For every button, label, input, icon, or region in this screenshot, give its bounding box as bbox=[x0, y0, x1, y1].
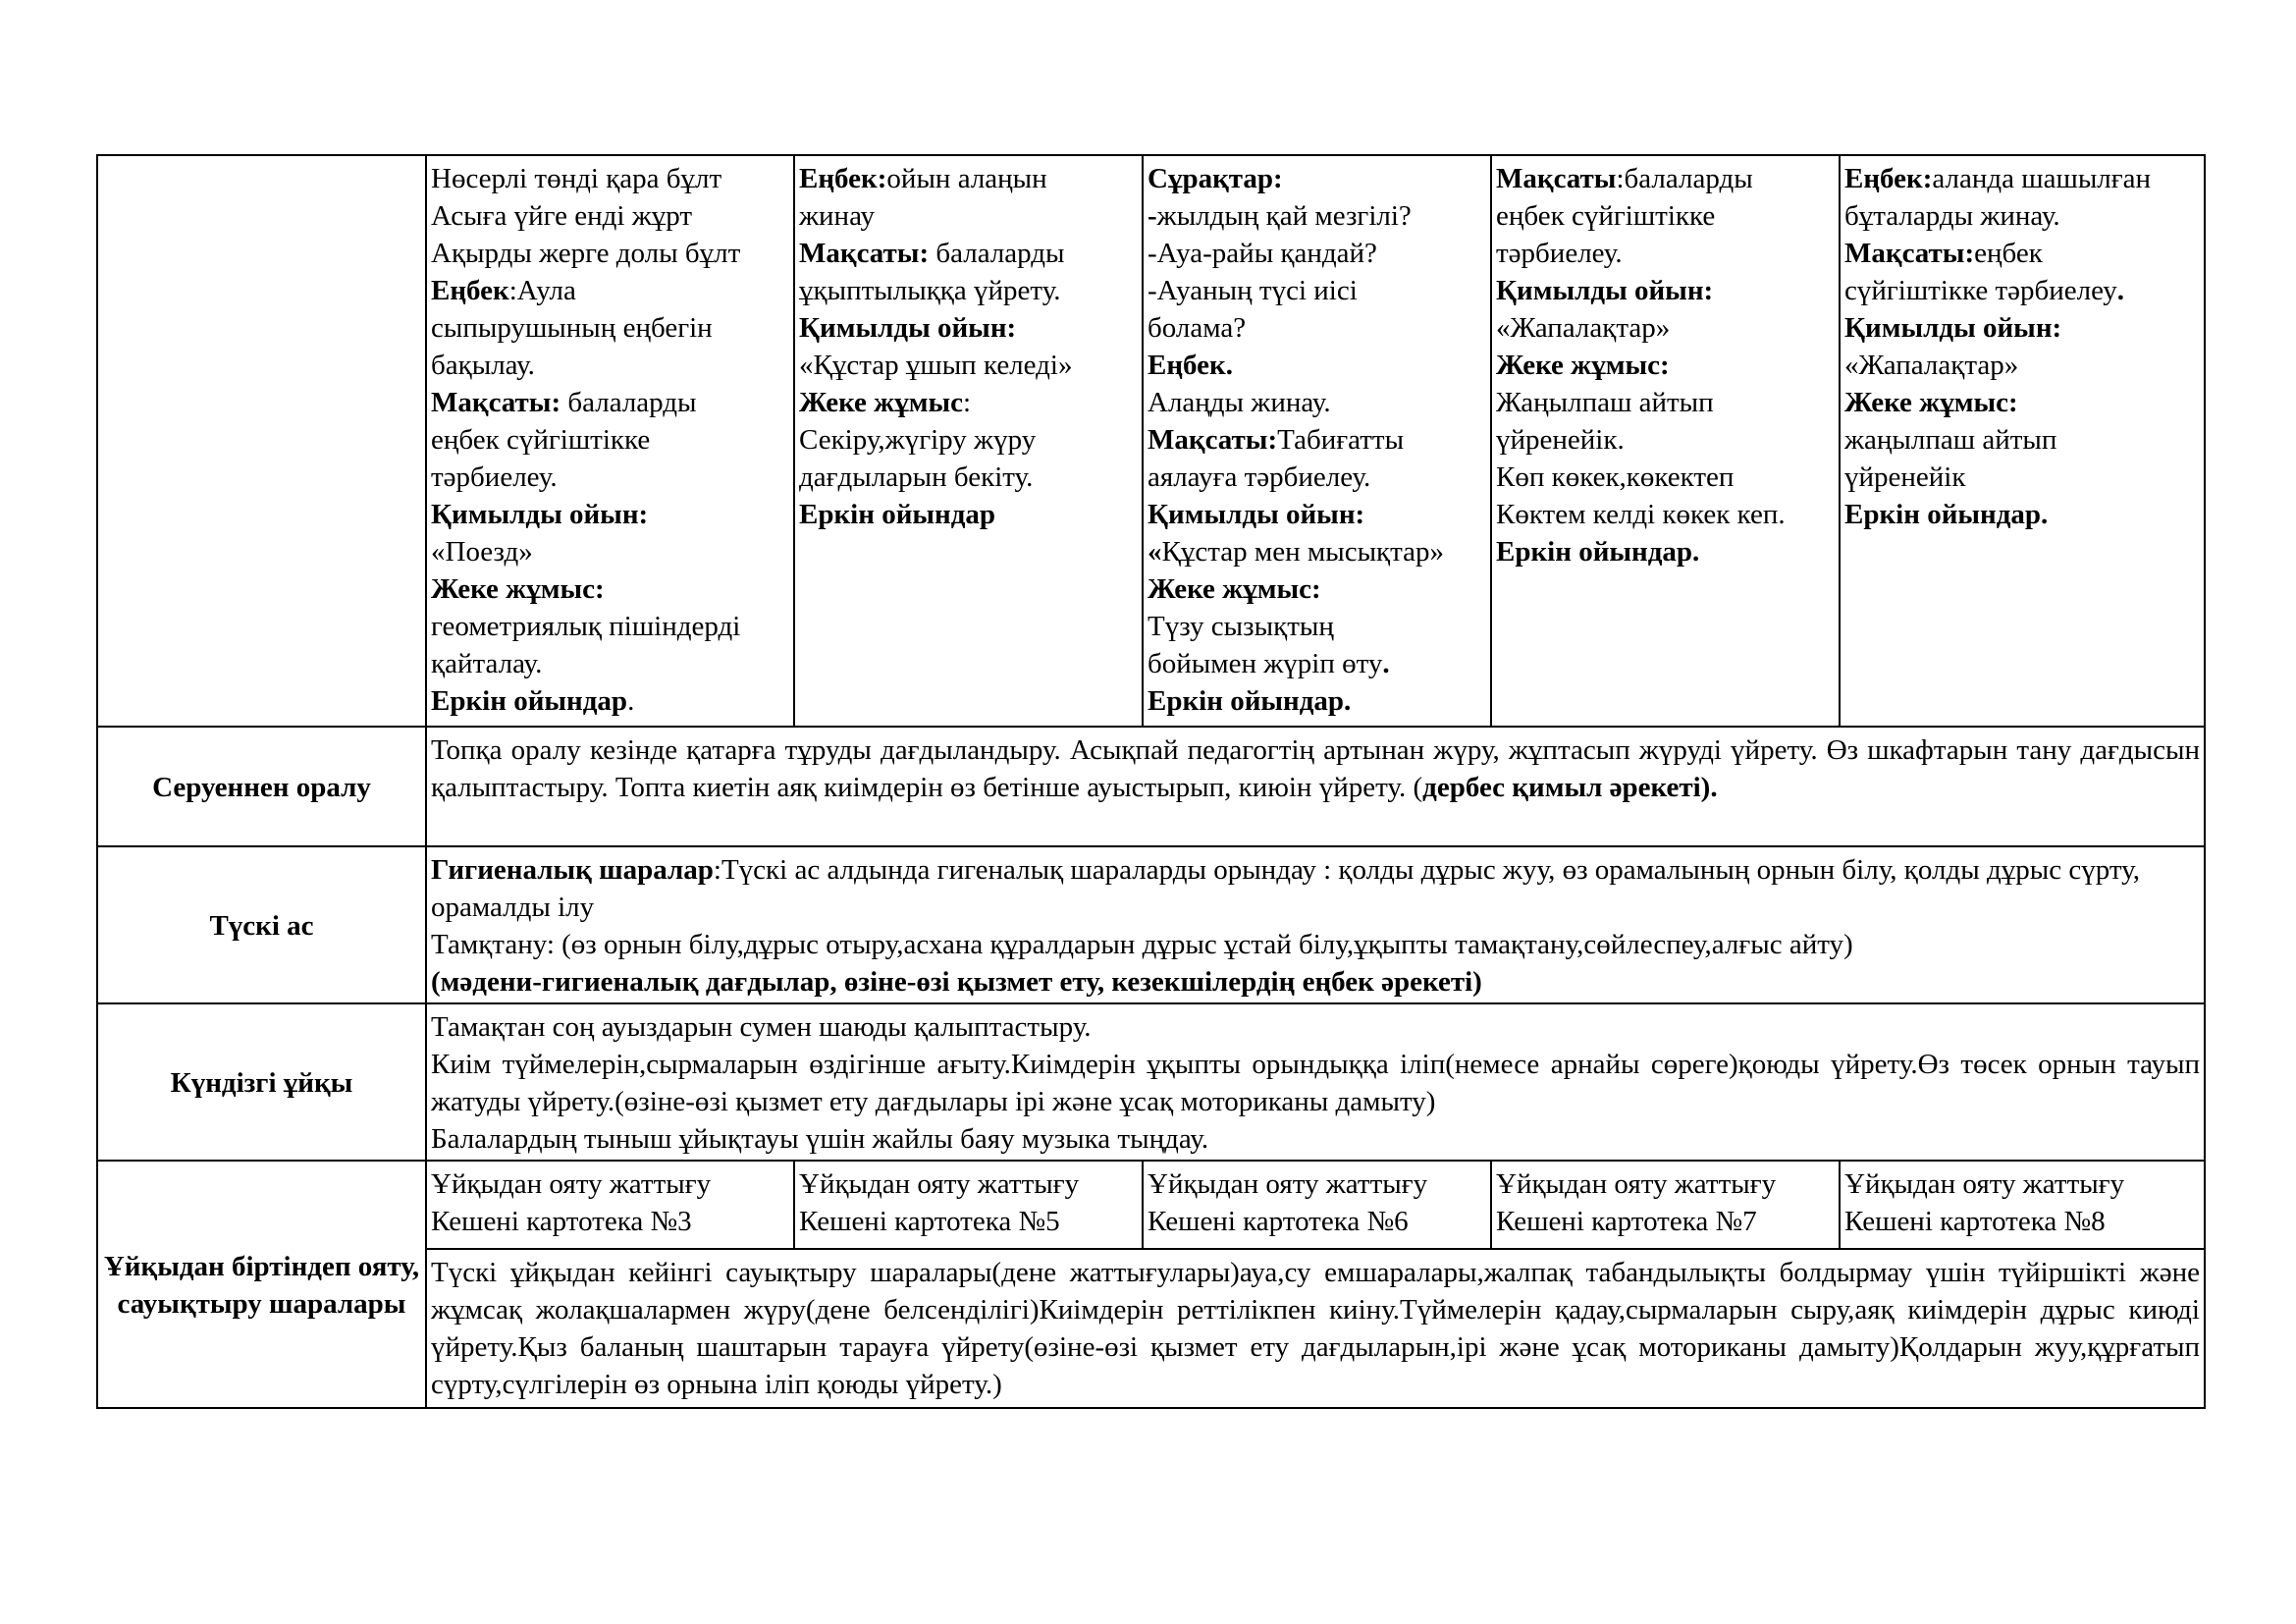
text-run: : bbox=[962, 387, 972, 418]
bold-text-run: Еркін ойындар. bbox=[1496, 536, 1700, 568]
exercise-card: Кешені картотека №7 bbox=[1496, 1206, 1757, 1237]
text-run: бойымен жүріп өту bbox=[1148, 648, 1383, 679]
bold-text-run: Қимылды ойын: bbox=[799, 312, 1017, 344]
wake-up-exercise-cell-2 bbox=[794, 1161, 1143, 1249]
text-run: үйренейік. bbox=[1496, 424, 1625, 456]
text-run: . bbox=[627, 685, 635, 717]
text-run: жаңылпаш айтып bbox=[1844, 424, 2057, 456]
activity-line bbox=[431, 272, 789, 309]
text-run: сыпырушының еңбегін bbox=[431, 312, 713, 344]
day-sleep-text-3: Балалардың тыныш ұйықтауы үшін жайлы баяу музыка тыңдау. bbox=[431, 1123, 1209, 1155]
text-run: дағдыларын бекіту. bbox=[799, 461, 1034, 493]
text-run: балаларды bbox=[561, 387, 697, 418]
activity-line bbox=[1496, 496, 1835, 533]
wake-up-exercise-row bbox=[97, 1161, 2205, 1249]
activity-line bbox=[1844, 384, 2200, 421]
activity-line bbox=[1148, 682, 1486, 720]
activity-line bbox=[799, 197, 1138, 235]
activity-line bbox=[799, 235, 1138, 272]
text-run: Түзу сызықтың bbox=[1148, 611, 1334, 642]
activity-line bbox=[799, 384, 1138, 421]
lunch-hygiene-text bbox=[431, 851, 2200, 926]
activity-line bbox=[1496, 421, 1835, 459]
activity-line bbox=[431, 608, 789, 645]
return-from-walk-text bbox=[426, 727, 2205, 846]
lunch-content bbox=[426, 846, 2205, 1003]
bold-text-run: Еңбек bbox=[431, 275, 509, 306]
text-run: :Түскі ас алдында гигеналық шараларды орындау : қолды дұрыс жуу, өз орамалының орнын білу, қолды дұрыс сүрту, орамалды ілу bbox=[431, 854, 2140, 923]
walk-row-label-cell bbox=[97, 155, 426, 727]
activity-line bbox=[1496, 533, 1835, 570]
walk-row bbox=[97, 155, 2205, 727]
wake-up-exercise-cell-3 bbox=[1143, 1161, 1491, 1249]
activity-line bbox=[1148, 533, 1486, 570]
activity-line bbox=[1844, 459, 2200, 496]
activity-line bbox=[1148, 459, 1486, 496]
activity-line bbox=[1844, 197, 2200, 235]
text-run: «Поезд» bbox=[431, 536, 533, 568]
activity-line bbox=[799, 160, 1138, 197]
bold-text-run: Еркін ойындар bbox=[799, 499, 996, 530]
walk-activity-cell-3 bbox=[1143, 155, 1491, 727]
text-run: Көп көкек,көкектеп bbox=[1496, 461, 1735, 493]
activity-line bbox=[431, 384, 789, 421]
exercise-card: Кешені картотека №5 bbox=[799, 1206, 1060, 1237]
text-run: аялауға тәрбиелеу. bbox=[1148, 461, 1371, 493]
wake-up-procedures-text: Түскі ұйқыдан кейінгі сауықтыру шаралары(дене жаттығулары)ауа,су емшаралары,жалпақ табандылықты болдырмау үшін түйіршікті және жұмсақ жолақшалармен жүру(дене белсенділігі)Киімдерін реттілікпен киіну.Түймелерін қадау,сырмаларын сыру,аяқ киімдерін дұрыс киюді үйрету.Қыз баланың шаштарын тарауға үйрету(өзіне-өзі қызмет ету дағдыларын,ірі және ұсақ моториканы дамыту)Қолдарын жуу,құрғатып сүрту,сүлгілерін өз орнына іліп қоюды үйрету.) bbox=[426, 1249, 2205, 1408]
text-run: қайталау. bbox=[431, 648, 543, 679]
activity-line bbox=[1148, 645, 1486, 682]
activity-line bbox=[1148, 197, 1486, 235]
bold-text-run: Жеке жұмыс: bbox=[1496, 350, 1670, 381]
text-run: :балаларды bbox=[1616, 163, 1753, 194]
bold-text-run: Еркін ойындар. bbox=[1844, 499, 2049, 530]
text-run: «Жапалақтар» bbox=[1496, 312, 1671, 344]
bold-text-run: Мақсаты: bbox=[1148, 424, 1278, 456]
activity-line bbox=[1148, 272, 1486, 309]
bold-text-run: Мақсаты: bbox=[1844, 238, 1975, 269]
activity-line bbox=[799, 309, 1138, 347]
daily-plan-table bbox=[96, 154, 2206, 1409]
activity-line bbox=[431, 459, 789, 496]
text-run: Көктем келді көкек кеп. bbox=[1496, 499, 1786, 530]
activity-line bbox=[431, 533, 789, 570]
text-run: тәрбиелеу. bbox=[1496, 238, 1623, 269]
text-run: Асыға үйге енді жұрт bbox=[431, 200, 693, 232]
bold-text-run: Еңбек: bbox=[799, 163, 887, 194]
activity-line bbox=[1844, 309, 2200, 347]
wake-up-exercise-cell-5 bbox=[1840, 1161, 2205, 1249]
bold-text-run: Қимылды ойын: bbox=[1844, 312, 2062, 344]
exercise-title: Ұйқыдан ояту жаттығу bbox=[1496, 1168, 1777, 1200]
activity-line bbox=[1844, 421, 2200, 459]
text-run: Топқа оралу кезінде қатарға тұруды дағдыландыру. Асықпай педагогтің артынан жүру, жұптасып жүруді үйрету. Өз шкафтарын тану дағдысын қалыптастыру. Топта киетін аяқ киімдерін өз бетінше ауыстырып, киюін үйрету. ( bbox=[431, 734, 2200, 803]
text-run: -Ауа-райы қандай? bbox=[1148, 238, 1377, 269]
bold-text-run: Еңбек: bbox=[1844, 163, 1933, 194]
wake-up-label: Ұйқыдан біртіндеп ояту, сауықтыру шаралары bbox=[97, 1161, 426, 1408]
day-sleep-content bbox=[426, 1003, 2205, 1161]
text-run: Ақырды жерге долы бұлт bbox=[431, 238, 741, 269]
activity-line bbox=[1844, 235, 2200, 272]
activity-line bbox=[1148, 235, 1486, 272]
bold-text-run: Мақсаты bbox=[1496, 163, 1617, 194]
activity-line bbox=[799, 459, 1138, 496]
text-run: «Жапалақтар» bbox=[1844, 350, 2019, 381]
text-run: еңбек bbox=[1974, 238, 2043, 269]
activity-line bbox=[1148, 496, 1486, 533]
activity-line bbox=[1148, 309, 1486, 347]
activity-line bbox=[431, 421, 789, 459]
activity-line bbox=[431, 309, 789, 347]
day-sleep-text-1: Тамақтан соң ауыздарын сумен шаюды қалыптастыру. bbox=[431, 1011, 1092, 1043]
exercise-title: Ұйқыдан ояту жаттығу bbox=[1844, 1168, 2125, 1200]
exercise-title: Ұйқыдан ояту жаттығу bbox=[1148, 1168, 1428, 1200]
activity-line bbox=[1148, 160, 1486, 197]
bold-text-run: . bbox=[1382, 648, 1390, 679]
activity-line bbox=[1148, 421, 1486, 459]
bold-text-run: Қимылды ойын: bbox=[1148, 499, 1365, 530]
activity-line bbox=[1496, 459, 1835, 496]
activity-line bbox=[1148, 384, 1486, 421]
bold-text-run: Гигиеналық шаралар bbox=[431, 854, 714, 886]
walk-activity-cell-2 bbox=[794, 155, 1143, 727]
activity-line bbox=[1148, 608, 1486, 645]
activity-line bbox=[431, 496, 789, 533]
lunch-row bbox=[97, 846, 2205, 1003]
text-run: балаларды bbox=[929, 238, 1065, 269]
bold-text-run: Жеке жұмыс bbox=[799, 387, 963, 418]
wake-up-exercise-cell-1 bbox=[426, 1161, 794, 1249]
activity-line bbox=[1496, 235, 1835, 272]
text-run: жинау bbox=[799, 200, 875, 232]
text-run: жылдың қай мезгілі? bbox=[1156, 200, 1412, 232]
bold-text-run: Қимылды ойын: bbox=[431, 499, 649, 530]
bold-text-run: Мақсаты: bbox=[431, 387, 561, 418]
day-sleep-row bbox=[97, 1003, 2205, 1161]
activity-line bbox=[1148, 347, 1486, 384]
text-run: :Аула bbox=[508, 275, 576, 306]
activity-line bbox=[1496, 384, 1835, 421]
walk-activity-cell-1 bbox=[426, 155, 794, 727]
bold-text-run: дербес қимыл әрекеті). bbox=[1422, 772, 1718, 803]
walk-activity-cell-4 bbox=[1491, 155, 1840, 727]
bold-text-run: Мақсаты: bbox=[799, 238, 930, 269]
lunch-label: Түскі ас bbox=[97, 846, 426, 1003]
text-run: болама? bbox=[1148, 312, 1247, 344]
text-run: бұталарды жинау. bbox=[1844, 200, 2060, 232]
text-run: сүйгіштікке тәрбиелеу bbox=[1844, 275, 2117, 306]
text-run: еңбек сүйгіштікке bbox=[1496, 200, 1716, 232]
exercise-card: Кешені картотека №8 bbox=[1844, 1206, 2106, 1237]
text-run: Құстар мен мысықтар» bbox=[1161, 536, 1445, 568]
activity-line bbox=[799, 421, 1138, 459]
text-run: Секіру,жүгіру жүру bbox=[799, 424, 1037, 456]
lunch-eating-text: Тамқтану: (өз орнын білу,дұрыс отыру,асхана құралдарын дұрыс ұстай білу,ұқыпты тамақтану,сөйлеспеу,алғыс айту) bbox=[431, 929, 1853, 960]
activity-line bbox=[799, 272, 1138, 309]
activity-line bbox=[431, 570, 789, 608]
text-run: -Ауаның түсі иісі bbox=[1148, 275, 1358, 306]
bold-text-run: - bbox=[1148, 200, 1157, 232]
text-run: геометриялық пішіндерді bbox=[431, 611, 741, 642]
bold-text-run: Жеке жұмыс: bbox=[1148, 573, 1321, 605]
bold-text-run: Қимылды ойын: bbox=[1496, 275, 1714, 306]
text-run: Жаңылпаш айтып bbox=[1496, 387, 1714, 418]
exercise-card: Кешені картотека №3 bbox=[431, 1206, 692, 1237]
return-from-walk-label: Серуеннен оралу bbox=[97, 727, 426, 846]
activity-line bbox=[431, 160, 789, 197]
activity-line bbox=[799, 496, 1138, 533]
activity-line bbox=[431, 347, 789, 384]
walk-activity-cell-5 bbox=[1840, 155, 2205, 727]
bold-text-run: . bbox=[2116, 275, 2125, 306]
bold-text-run: Еңбек. bbox=[1148, 350, 1233, 381]
day-sleep-label: Күндізгі ұйқы bbox=[97, 1003, 426, 1161]
activity-line bbox=[1496, 272, 1835, 309]
lunch-skills-text: (мәдени-гигиеналық дағдылар, өзіне-өзі қызмет ету, кезекшілердің еңбек әрекеті) bbox=[431, 966, 1482, 998]
activity-line bbox=[431, 235, 789, 272]
activity-line bbox=[1844, 347, 2200, 384]
text-run: ойын алаңын bbox=[886, 163, 1047, 194]
activity-line bbox=[431, 645, 789, 682]
activity-line bbox=[1496, 197, 1835, 235]
text-run: Нөсерлі төнді қара бұлт bbox=[431, 163, 722, 194]
text-run: аланда шашылған bbox=[1932, 163, 2152, 194]
activity-line bbox=[1496, 160, 1835, 197]
bold-text-run: « bbox=[1148, 536, 1162, 568]
bold-text-run: Жеке жұмыс: bbox=[1844, 387, 2018, 418]
return-from-walk-row bbox=[97, 727, 2205, 846]
text-run: Алаңды жинау. bbox=[1148, 387, 1331, 418]
activity-line bbox=[799, 347, 1138, 384]
text-run: Табиғатты bbox=[1277, 424, 1405, 456]
text-run: бақылау. bbox=[431, 350, 535, 381]
day-sleep-text-2: Киім түймелерін,сырмаларын өздігінше ағыту.Киімдерін ұқыпты орындыққа іліп(немесе арнайы сөреге)қоюды үйрету.Өз төсек орнын тауып жатуды үйрету.(өзіне-өзі қызмет ету дағдылары ірі және ұсақ моториканы дамыту) bbox=[431, 1049, 2200, 1117]
text-run: ұқыптылыққа үйрету. bbox=[799, 275, 1061, 306]
text-run: «Құстар ұшып келеді» bbox=[799, 350, 1073, 381]
wake-up-exercise-cell-4 bbox=[1491, 1161, 1840, 1249]
activity-line bbox=[1148, 570, 1486, 608]
activity-line bbox=[1496, 309, 1835, 347]
exercise-title: Ұйқыдан ояту жаттығу bbox=[431, 1168, 712, 1200]
text-run: еңбек сүйгіштікке bbox=[431, 424, 651, 456]
exercise-title: Ұйқыдан ояту жаттығу bbox=[799, 1168, 1080, 1200]
activity-line bbox=[1496, 347, 1835, 384]
bold-text-run: Сұрақтар: bbox=[1148, 163, 1283, 194]
text-run: үйренейік bbox=[1844, 461, 1966, 493]
bold-text-run: Еркін ойындар bbox=[431, 685, 628, 717]
activity-line bbox=[1844, 160, 2200, 197]
activity-line bbox=[431, 682, 789, 720]
activity-line bbox=[431, 197, 789, 235]
activity-line bbox=[1844, 496, 2200, 533]
exercise-card: Кешені картотека №6 bbox=[1148, 1206, 1409, 1237]
activity-line bbox=[1844, 272, 2200, 309]
text-run: тәрбиелеу. bbox=[431, 461, 558, 493]
bold-text-run: Жеке жұмыс: bbox=[431, 573, 605, 605]
bold-text-run: Еркін ойындар. bbox=[1148, 685, 1352, 717]
